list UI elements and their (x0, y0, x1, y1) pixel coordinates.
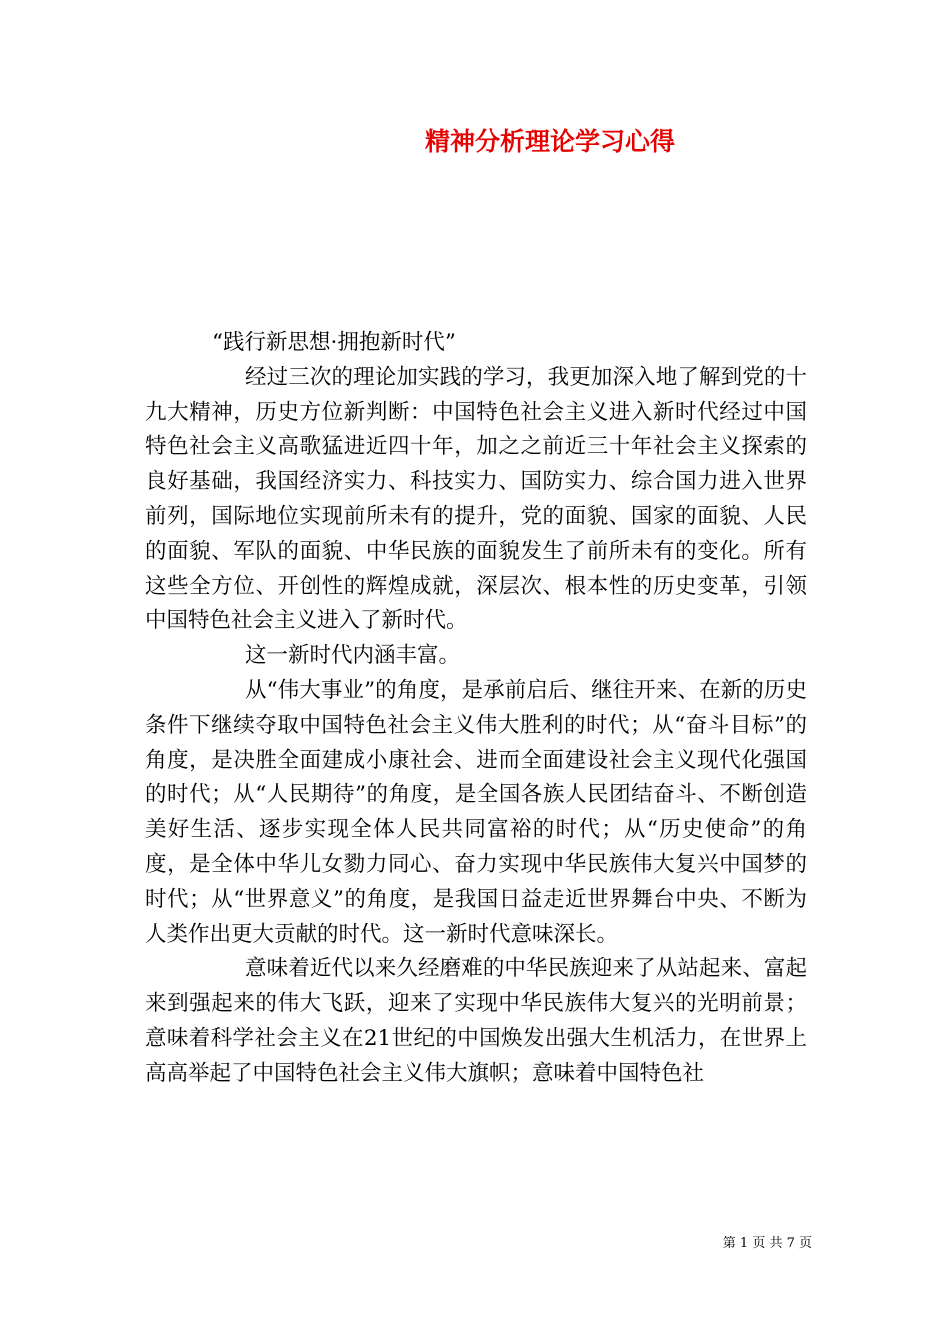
document-body (145, 326, 807, 1092)
document-title: 精神分析理论学习心得 (424, 127, 675, 156)
body-paragraph: 经过三次的理论加实践的学习，我更加深入地了解到党的十九大精神，历史方位新判断：中国特色社会主义进入新时代经过中国特色社会主义高歌猛进近四十年，加之之前近三十年社会主义探索的良好基础，我国经济实力、科技实力、国防实力、综合国力进入世界前列，国际地位实现前所未有的提升，党的面貌、国家的面貌、人民的面貌、军队的面貌、中华民族的面貌发生了前所未有的变化。所有这些全方位、开创性的辉煌成就，深层次、根本性的历史变革，引领中国特色社会主义进入了新时代。 (145, 364, 807, 634)
document-subtitle: “践行新思想·拥抱新时代” (212, 330, 456, 355)
body-paragraph: 从“伟大事业”的角度，是承前启后、继往开来、在新的历史条件下继续夺取中国特色社会主义伟大胜利的时代；从“奋斗目标”的角度，是决胜全面建成小康社会、进而全面建设社会主义现代化强国的时代；从“人民期待”的角度，是全国各族人民团结奋斗、不断创造美好生活、逐步实现全体人民共同富裕的时代；从“历史使命”的角度，是全体中华儿女勠力同心、奋力实现中华民族伟大复兴中国梦的时代；从“世界意义”的角度，是我国日益走近世界舞台中央、不断为人类作出更大贡献的时代。这一新时代意味深长。 (145, 677, 807, 947)
page-number-footer: 第 1 页 共 7 页 (722, 1236, 812, 1251)
body-paragraph: 这一新时代内涵丰富。 (245, 643, 461, 669)
body-paragraph: 意味着近代以来久经磨难的中华民族迎来了从站起来、富起来到强起来的伟大飞跃，迎来了实现中华民族伟大复兴的光明前景；意味着科学社会主义在21世纪的中国焕发出强大生机活力，在世界上高高举起了中国特色社会主义伟大旗帜；意味着中国特色社 (145, 956, 807, 1086)
